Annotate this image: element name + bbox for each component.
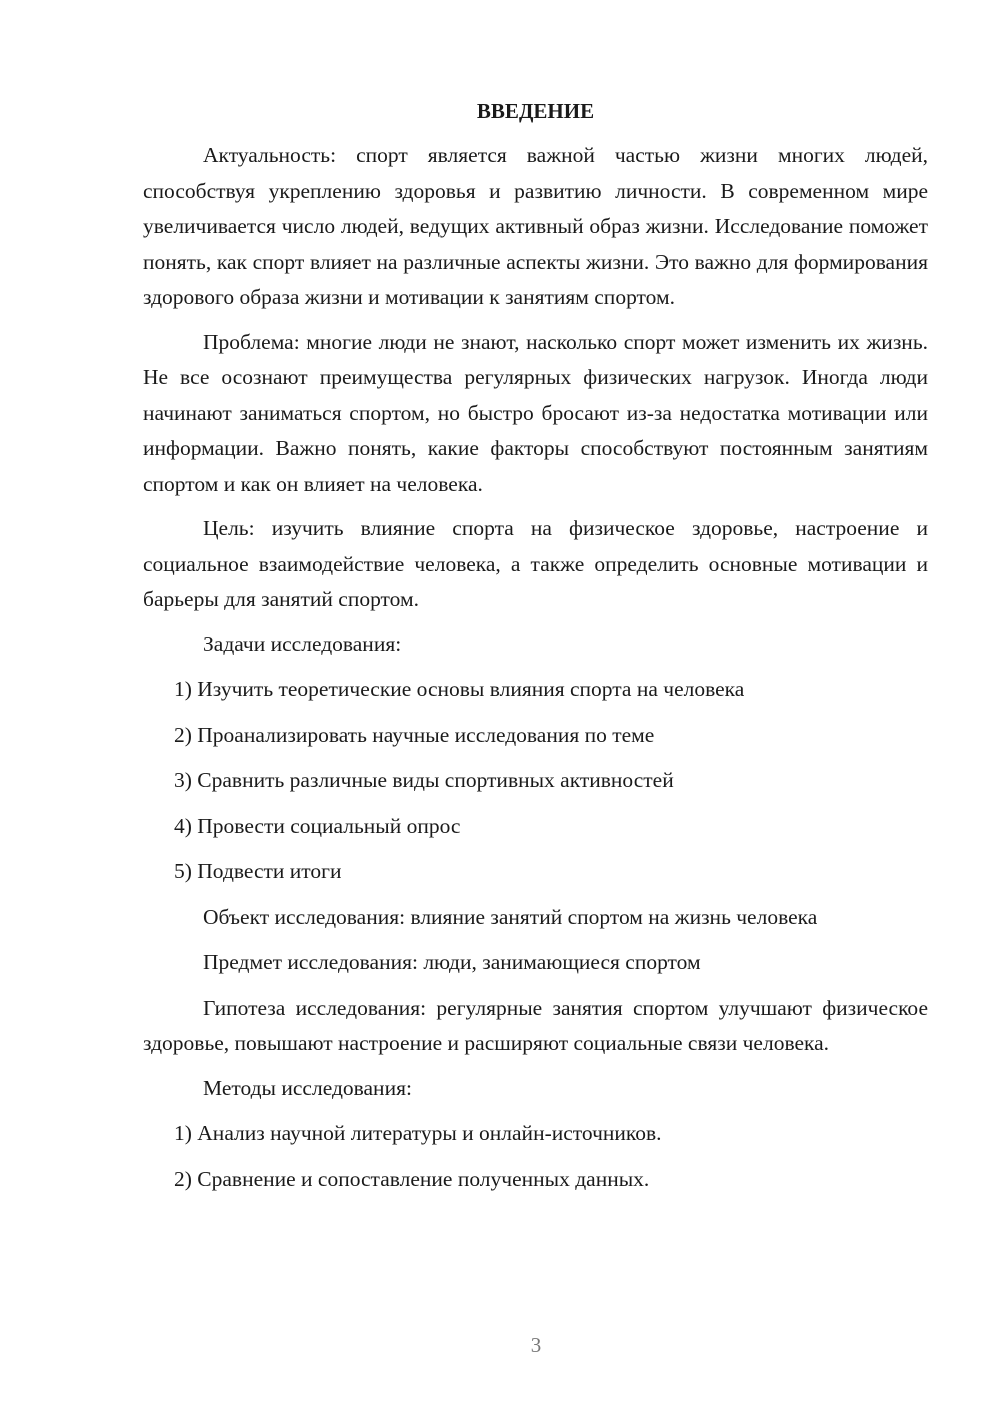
hypothesis-paragraph: Гипотеза исследования: регулярные занятия спортом улучшают физическое здоровье, повышают настроение и расширяют социальные связи человека. (143, 995, 928, 1055)
methods-list (143, 1116, 928, 1197)
list-item: 1) Анализ научной литературы и онлайн-источников. (174, 1121, 662, 1145)
tasks-list (143, 672, 928, 890)
subject-paragraph: Предмет исследования: люди, занимающиеся спортом (203, 950, 701, 974)
relevance-paragraph: Актуальность: спорт является важной частью жизни многих людей, способствуя укреплению здоровья и развитию личности. В современном мире увеличивается число людей, ведущих активный образ жизни. Исследование поможет понять, как спорт влияет на различные аспекты жизни. Это важно для формирования здорового образа жизни и мотивации к занятиям спортом. (143, 143, 928, 309)
methods-heading: Методы исследования: (203, 1075, 412, 1100)
list-item: 1) Изучить теоретические основы влияния спорта на человека (174, 677, 745, 701)
section-title: ВВЕДЕНИЕ (476, 99, 595, 123)
list-item: 2) Проанализировать научные исследования по теме (174, 722, 655, 747)
goal-paragraph: Цель: изучить влияние спорта на физическое здоровье, настроение и социальное взаимодействие человека, а также определить основные мотивации и барьеры для занятий спортом. (143, 516, 928, 611)
page-number: 3 (530, 1333, 542, 1357)
list-item: 2) Сравнение и сопоставление полученных данных. (174, 1166, 650, 1191)
list-item: 3) Сравнить различные виды спортивных активностей (174, 768, 674, 792)
page-content (143, 94, 928, 1207)
tasks-heading: Задачи исследования: (203, 631, 402, 656)
list-item: 5) Подвести итоги (174, 859, 342, 883)
problem-paragraph: Проблема: многие люди не знают, насколько спорт может изменить их жизнь. Не все осознают преимущества регулярных физических нагрузок. Иногда люди начинают заниматься спортом, но быстро бросают из-за недостатка мотивации или информации. Важно понять, какие факторы способствуют постоянным занятиям спортом и как он влияет на человека. (143, 329, 928, 496)
list-item: 4) Провести социальный опрос (174, 813, 461, 838)
object-paragraph: Объект исследования: влияние занятий спортом на жизнь человека (203, 904, 818, 929)
